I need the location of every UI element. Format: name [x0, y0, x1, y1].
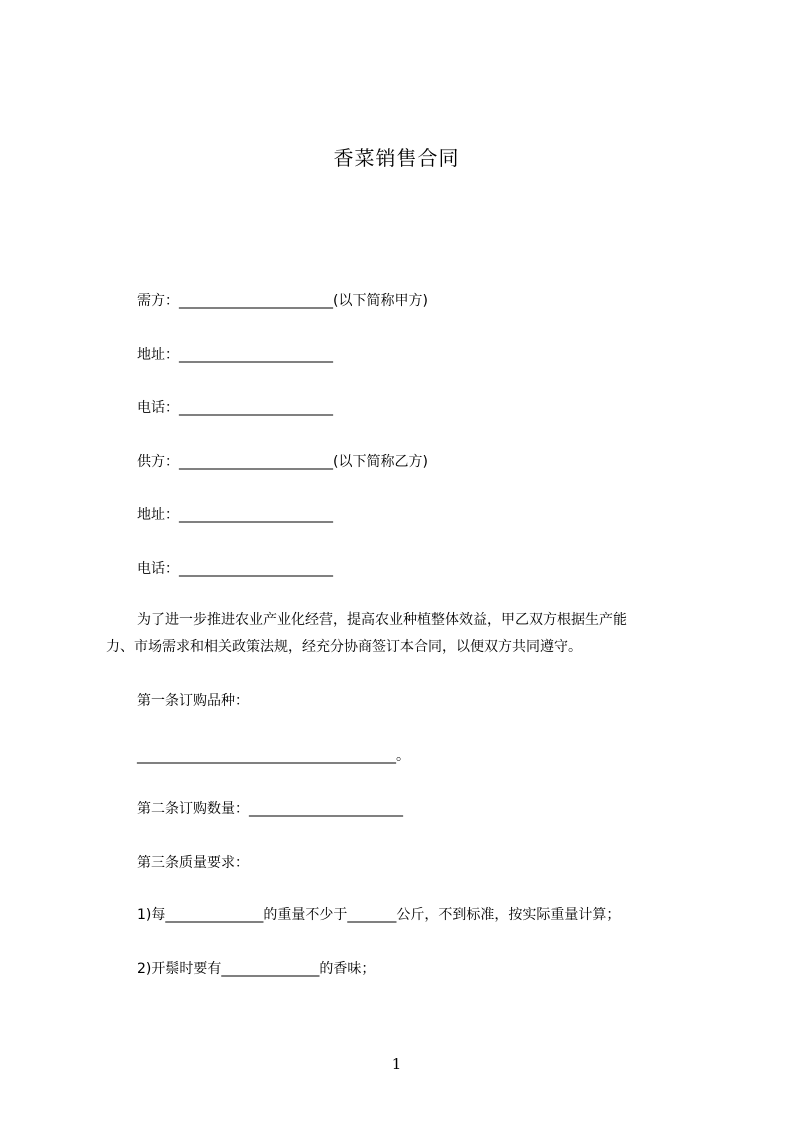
article-1-title: 第一条订购品种： — [137, 693, 249, 709]
document-title: 香菜销售合同 — [333, 146, 460, 170]
article-1-blank: _____________________________________。 — [137, 748, 410, 764]
quality-requirement-2: 2)开鬃时要有______________的香味； — [137, 961, 376, 977]
article-3-title: 第三条质量要求： — [137, 855, 249, 871]
quality-requirement-1: 1)每______________的重量不少于_______公斤，不到标准，按实际重量计算； — [137, 907, 621, 923]
preamble-paragraph — [106, 607, 706, 661]
seller-line: 供方：______________________(以下简称乙方) — [137, 454, 428, 470]
preamble-line-2: 力、市场需求和相关政策法规，经充分协商签订本合同，以便双方共同遵守。 — [106, 639, 582, 655]
buyer-line: 需方：______________________(以下简称甲方) — [137, 293, 428, 309]
article-2-line: 第二条订购数量：______________________ — [137, 801, 403, 817]
page-number: 1 — [391, 1055, 402, 1073]
buyer-address-line: 地址：______________________ — [137, 347, 333, 363]
buyer-phone-line: 电话：______________________ — [137, 400, 333, 416]
seller-address-line: 地址：______________________ — [137, 507, 333, 523]
preamble-line-1: 为了进一步推进农业产业化经营，提高农业种植整体效益，甲乙双方根据生产能 — [137, 612, 627, 628]
seller-phone-line: 电话：______________________ — [137, 561, 333, 577]
